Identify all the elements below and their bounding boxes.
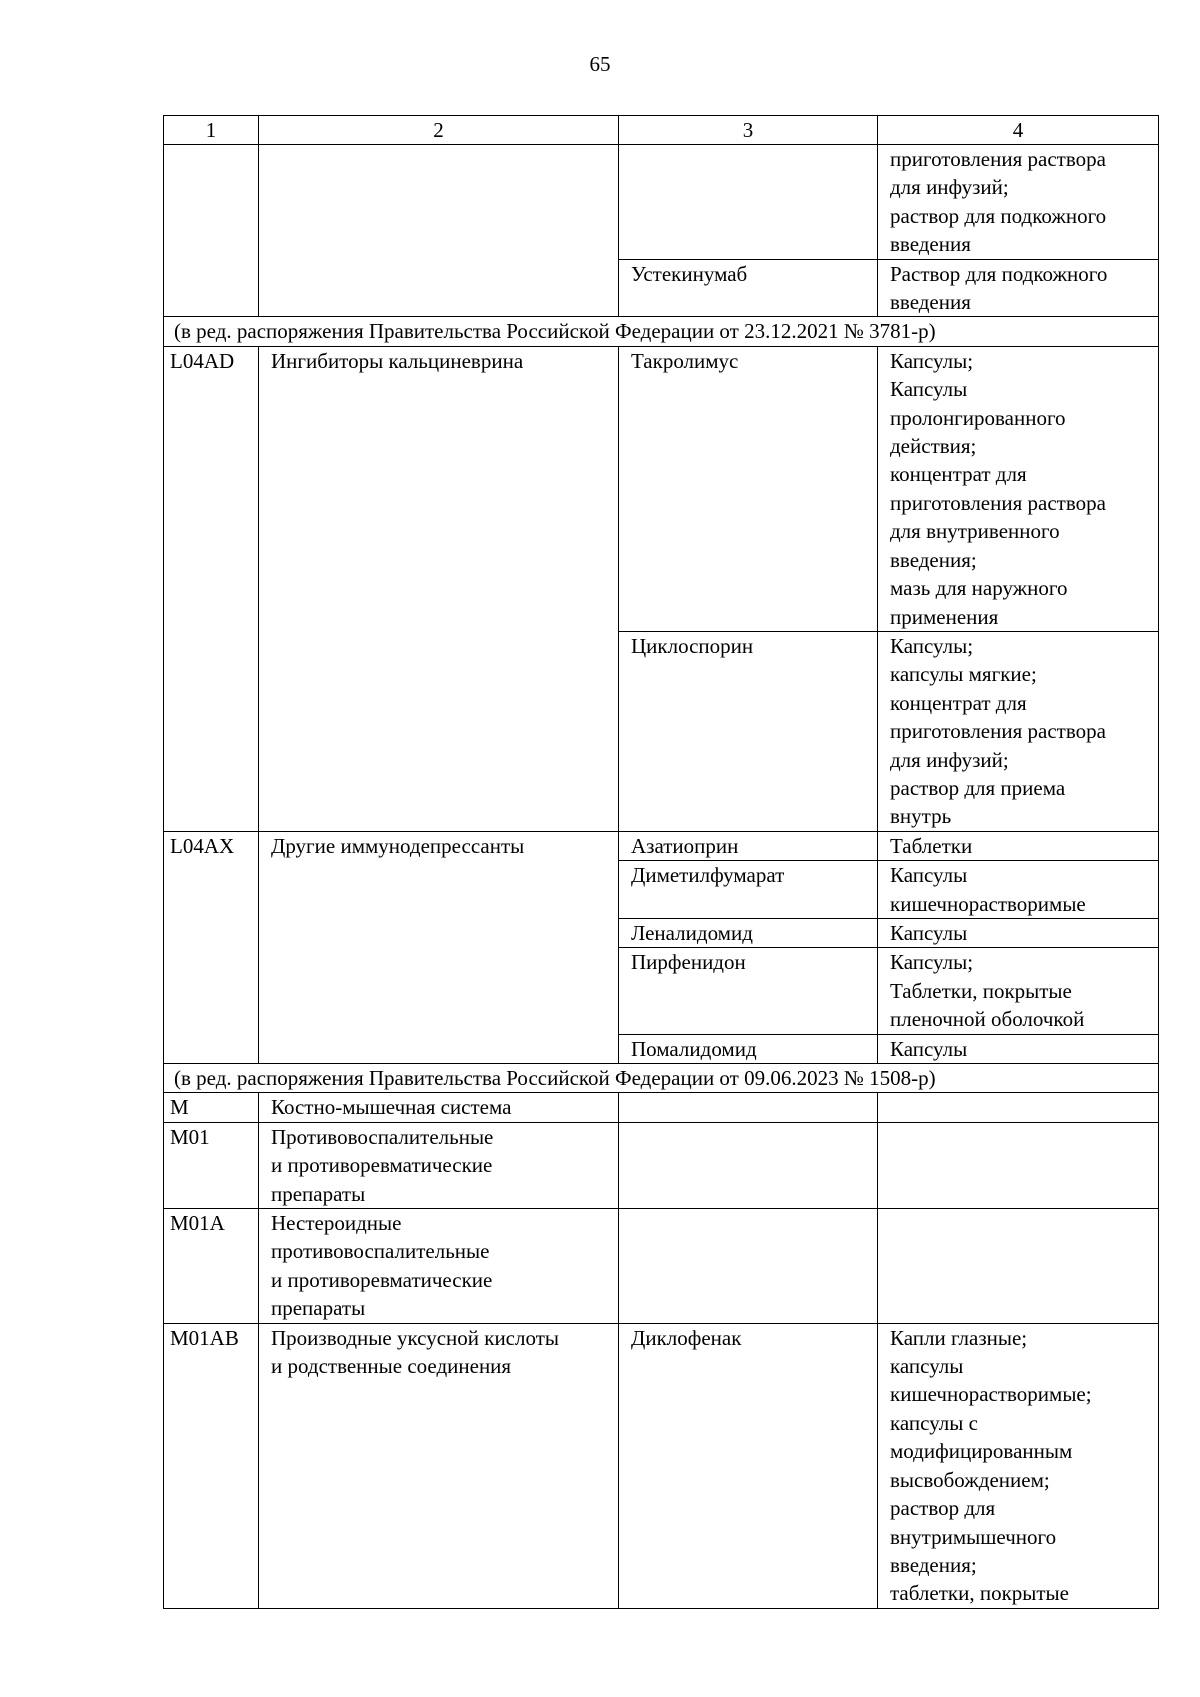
column-number: 1 xyxy=(164,116,259,145)
drug-name-cell: Циклоспорин xyxy=(619,631,878,831)
drug-name-cell: Помалидомид xyxy=(619,1034,878,1063)
dosage-forms-cell: приготовления раствора для инфузий; раствор для подкожного введения xyxy=(878,145,1159,260)
atc-group-name-cell: Производные уксусной кислоты и родственные соединения xyxy=(259,1323,619,1608)
drug-name-cell: Такролимус xyxy=(619,346,878,631)
table-row xyxy=(164,1209,1159,1324)
atc-code-cell: L04AX xyxy=(164,831,259,1063)
atc-group-name-cell xyxy=(259,145,619,317)
column-number-row xyxy=(164,116,1159,145)
amendment-note: (в ред. распоряжения Правительства Российской Федерации от 09.06.2023 № 1508-р) xyxy=(164,1064,1159,1093)
table-row xyxy=(164,831,1159,860)
atc-group-name-cell: Нестероидные противовоспалительные и противоревматические препараты xyxy=(259,1209,619,1324)
drug-name-cell: Устекинумаб xyxy=(619,259,878,317)
atc-group-name-cell: Противовоспалительные и противоревматические препараты xyxy=(259,1122,619,1208)
atc-code-cell: M01A xyxy=(164,1209,259,1324)
dosage-forms-cell: Раствор для подкожного введения xyxy=(878,259,1159,317)
dosage-forms-cell: Капсулы xyxy=(878,918,1159,947)
column-number: 3 xyxy=(619,116,878,145)
amendment-note-row xyxy=(164,317,1159,346)
atc-code-cell: L04AD xyxy=(164,346,259,831)
atc-group-name-cell: Костно-мышечная система xyxy=(259,1093,619,1122)
dosage-forms-cell: Капсулы; Капсулы пролонгированного действия; концентрат для приготовления раствора для внутривенного введения; мазь для наружного применения xyxy=(878,346,1159,631)
table-row xyxy=(164,1122,1159,1208)
table-row xyxy=(164,145,1159,260)
amendment-note-row xyxy=(164,1064,1159,1093)
drug-name-cell: Азатиоприн xyxy=(619,831,878,860)
drug-name-cell xyxy=(619,145,878,260)
drug-name-cell xyxy=(619,1122,878,1208)
dosage-forms-cell xyxy=(878,1209,1159,1324)
table-row xyxy=(164,1323,1159,1608)
atc-code-cell: M01AB xyxy=(164,1323,259,1608)
atc-group-name-cell: Ингибиторы кальциневрина xyxy=(259,346,619,831)
amendment-note: (в ред. распоряжения Правительства Российской Федерации от 23.12.2021 № 3781-р) xyxy=(164,317,1159,346)
dosage-forms-cell: Капсулы; Таблетки, покрытые пленочной оболочкой xyxy=(878,948,1159,1034)
dosage-forms-cell: Таблетки xyxy=(878,831,1159,860)
drug-name-cell: Диклофенак xyxy=(619,1323,878,1608)
drug-name-cell xyxy=(619,1209,878,1324)
column-number: 4 xyxy=(878,116,1159,145)
table-body xyxy=(164,116,1159,1609)
drug-name-cell: Пирфенидон xyxy=(619,948,878,1034)
drug-name-cell xyxy=(619,1093,878,1122)
atc-group-name-cell: Другие иммунодепрессанты xyxy=(259,831,619,1063)
drug-name-cell: Диметилфумарат xyxy=(619,861,878,919)
dosage-forms-cell: Капли глазные; капсулы кишечнорастворимые; капсулы с модифицированным высвобождением; раствор для внутримышечного введения; таблетки, покрытые xyxy=(878,1323,1159,1608)
atc-code-cell: M01 xyxy=(164,1122,259,1208)
medicines-table xyxy=(163,115,1159,1609)
table-row xyxy=(164,346,1159,631)
dosage-forms-cell xyxy=(878,1122,1159,1208)
drug-name-cell: Леналидомид xyxy=(619,918,878,947)
dosage-forms-cell: Капсулы xyxy=(878,1034,1159,1063)
table-row xyxy=(164,1093,1159,1122)
dosage-forms-cell: Капсулы; капсулы мягкие; концентрат для приготовления раствора для инфузий; раствор для приема внутрь xyxy=(878,631,1159,831)
atc-code-cell: M xyxy=(164,1093,259,1122)
atc-code-cell xyxy=(164,145,259,317)
dosage-forms-cell: Капсулы кишечнорастворимые xyxy=(878,861,1159,919)
column-number: 2 xyxy=(259,116,619,145)
dosage-forms-cell xyxy=(878,1093,1159,1122)
page-number: 65 xyxy=(589,52,611,76)
